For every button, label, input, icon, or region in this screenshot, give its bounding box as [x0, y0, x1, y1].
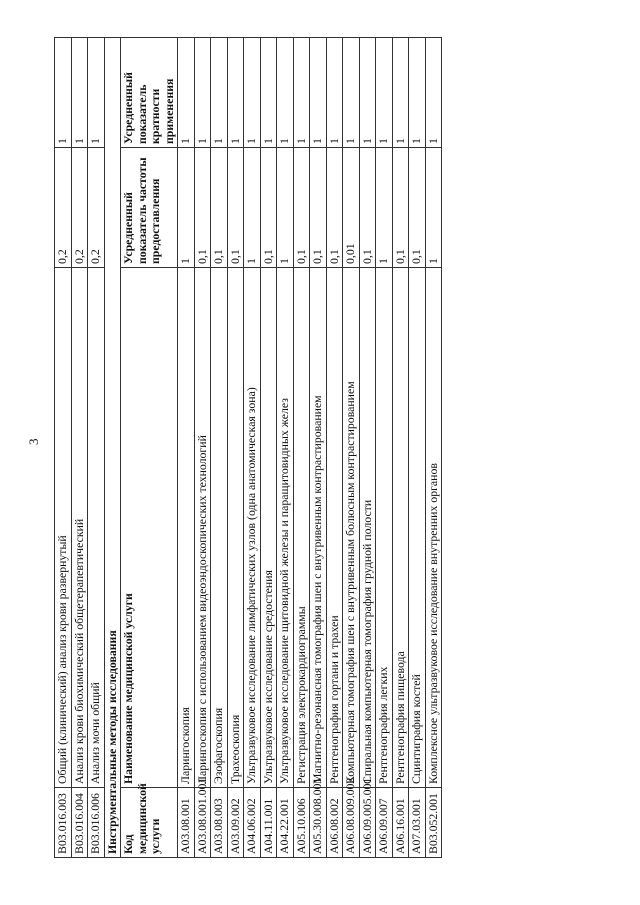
cell-freq: 0,1 [409, 148, 426, 268]
cell-freq: 0,1 [260, 148, 277, 268]
table-row [227, 38, 244, 858]
table-row [277, 38, 294, 858]
cell-name: Ларингоскопия [178, 268, 195, 788]
cell-code: A06.09.007 [376, 788, 393, 858]
cell-freq: 0,2 [88, 148, 105, 268]
cell-mult: 1 [310, 38, 327, 148]
section-row [104, 38, 121, 858]
cell-name: Общий (клинический) анализ крови развернутый [55, 268, 72, 788]
cell-name: Комплексное ультразвуковое исследование внутренних органов [425, 268, 442, 788]
cell-code: B03.016.006 [88, 788, 105, 858]
cell-mult: 1 [244, 38, 261, 148]
services-table [54, 37, 442, 858]
cell-code: A03.08.001 [178, 788, 195, 858]
cell-freq: 0,2 [71, 148, 88, 268]
cell-freq: 0,1 [359, 148, 376, 268]
cell-name: Рентгенография гортани и трахеи [326, 268, 343, 788]
table-row [343, 38, 360, 858]
cell-mult: 1 [326, 38, 343, 148]
table-row [244, 38, 261, 858]
cell-code: A03.08.001.001 [194, 788, 211, 858]
cell-mult: 1 [55, 38, 72, 148]
table-row [425, 38, 442, 858]
header-name: Наименование медицинской услуги [121, 268, 178, 788]
cell-mult: 1 [343, 38, 360, 148]
cell-freq: 1 [244, 148, 261, 268]
cell-mult: 1 [260, 38, 277, 148]
cell-name: Анализ мочи общий [88, 268, 105, 788]
cell-mult: 1 [376, 38, 393, 148]
cell-mult: 1 [178, 38, 195, 148]
table-row [211, 38, 228, 858]
cell-mult: 1 [392, 38, 409, 148]
cell-name: Магнитно-резонансная томография шеи с внутривенным контрастированием [310, 268, 327, 788]
cell-freq: 0,1 [211, 148, 228, 268]
cell-name: Ультразвуковое исследование лимфатических узлов (одна анатомическая зона) [244, 268, 261, 788]
cell-mult: 1 [425, 38, 442, 148]
cell-mult: 1 [194, 38, 211, 148]
cell-code: A03.08.003 [211, 788, 228, 858]
cell-code: A06.16.001 [392, 788, 409, 858]
cell-freq: 0,1 [326, 148, 343, 268]
cell-freq: 1 [425, 148, 442, 268]
cell-freq: 0,01 [343, 148, 360, 268]
cell-freq: 0,2 [55, 148, 72, 268]
cell-name: Сцинтиграфия костей [409, 268, 426, 788]
header-code: Код медицинской услуги [121, 788, 178, 858]
table-row [178, 38, 195, 858]
cell-name: Анализ крови биохимический общетерапевтический [71, 268, 88, 788]
cell-freq: 0,1 [392, 148, 409, 268]
cell-code: A04.11.001 [260, 788, 277, 858]
table-row [260, 38, 277, 858]
cell-code: A04.06.002 [244, 788, 261, 858]
cell-name: Трахеоскопия [227, 268, 244, 788]
cell-code: A05.30.008.001 [310, 788, 327, 858]
cell-freq: 0,1 [293, 148, 310, 268]
header-freq: Усредненный показатель частоты предоставления [121, 148, 178, 268]
cell-freq: 0,1 [310, 148, 327, 268]
cell-code: A04.22.001 [277, 788, 294, 858]
cell-name: Рентгенография легких [376, 268, 393, 788]
instrumental-rows [178, 38, 442, 858]
table-row [293, 38, 310, 858]
cell-code: B03.016.004 [71, 788, 88, 858]
cell-code: B03.052.001 [425, 788, 442, 858]
cell-code: A07.03.001 [409, 788, 426, 858]
page-number: 3 [26, 438, 41, 445]
cell-code: A06.08.009.002 [343, 788, 360, 858]
cell-mult: 1 [359, 38, 376, 148]
cell-freq: 0,1 [194, 148, 211, 268]
cell-code: A06.08.002 [326, 788, 343, 858]
table-row [88, 38, 105, 858]
cell-name: Спиральная компьютерная томография грудной полости [359, 268, 376, 788]
section-title: Инструментальные методы исследования [104, 38, 121, 858]
cell-mult: 1 [71, 38, 88, 148]
lab-rows [55, 38, 105, 858]
cell-code: B03.016.003 [55, 788, 72, 858]
cell-mult: 1 [227, 38, 244, 148]
cell-name: Эзофагоскопия [211, 268, 228, 788]
cell-freq: 1 [178, 148, 195, 268]
cell-code: A05.10.006 [293, 788, 310, 858]
cell-code: A06.09.005.001 [359, 788, 376, 858]
table-row [409, 38, 426, 858]
cell-name: Ультразвуковое исследование средостения [260, 268, 277, 788]
cell-name: Компьютерная томография шеи с внутривенным болюсным контрастированием [343, 268, 360, 788]
cell-freq: 1 [277, 148, 294, 268]
table-row [310, 38, 327, 858]
cell-name: Ультразвуковое исследование щитовидной железы и паращитовидных желез [277, 268, 294, 788]
table-row [55, 38, 72, 858]
table-row [71, 38, 88, 858]
header-row [121, 38, 178, 858]
table-row [392, 38, 409, 858]
cell-mult: 1 [409, 38, 426, 148]
cell-mult: 1 [211, 38, 228, 148]
cell-name: Регистрация электрокардиограммы [293, 268, 310, 788]
cell-name: Ларингоскопия с использованием видеоэндоскопических технологий [194, 268, 211, 788]
table-row [194, 38, 211, 858]
cell-name: Рентгенография пищевода [392, 268, 409, 788]
rotated-page [54, 38, 640, 858]
table-row [376, 38, 393, 858]
cell-code: A03.09.002 [227, 788, 244, 858]
cell-mult: 1 [293, 38, 310, 148]
table-row [359, 38, 376, 858]
cell-freq: 1 [376, 148, 393, 268]
cell-mult: 1 [88, 38, 105, 148]
cell-mult: 1 [277, 38, 294, 148]
cell-freq: 0,1 [227, 148, 244, 268]
table-row [326, 38, 343, 858]
header-mult: Усредненный показатель кратности применения [121, 38, 178, 148]
